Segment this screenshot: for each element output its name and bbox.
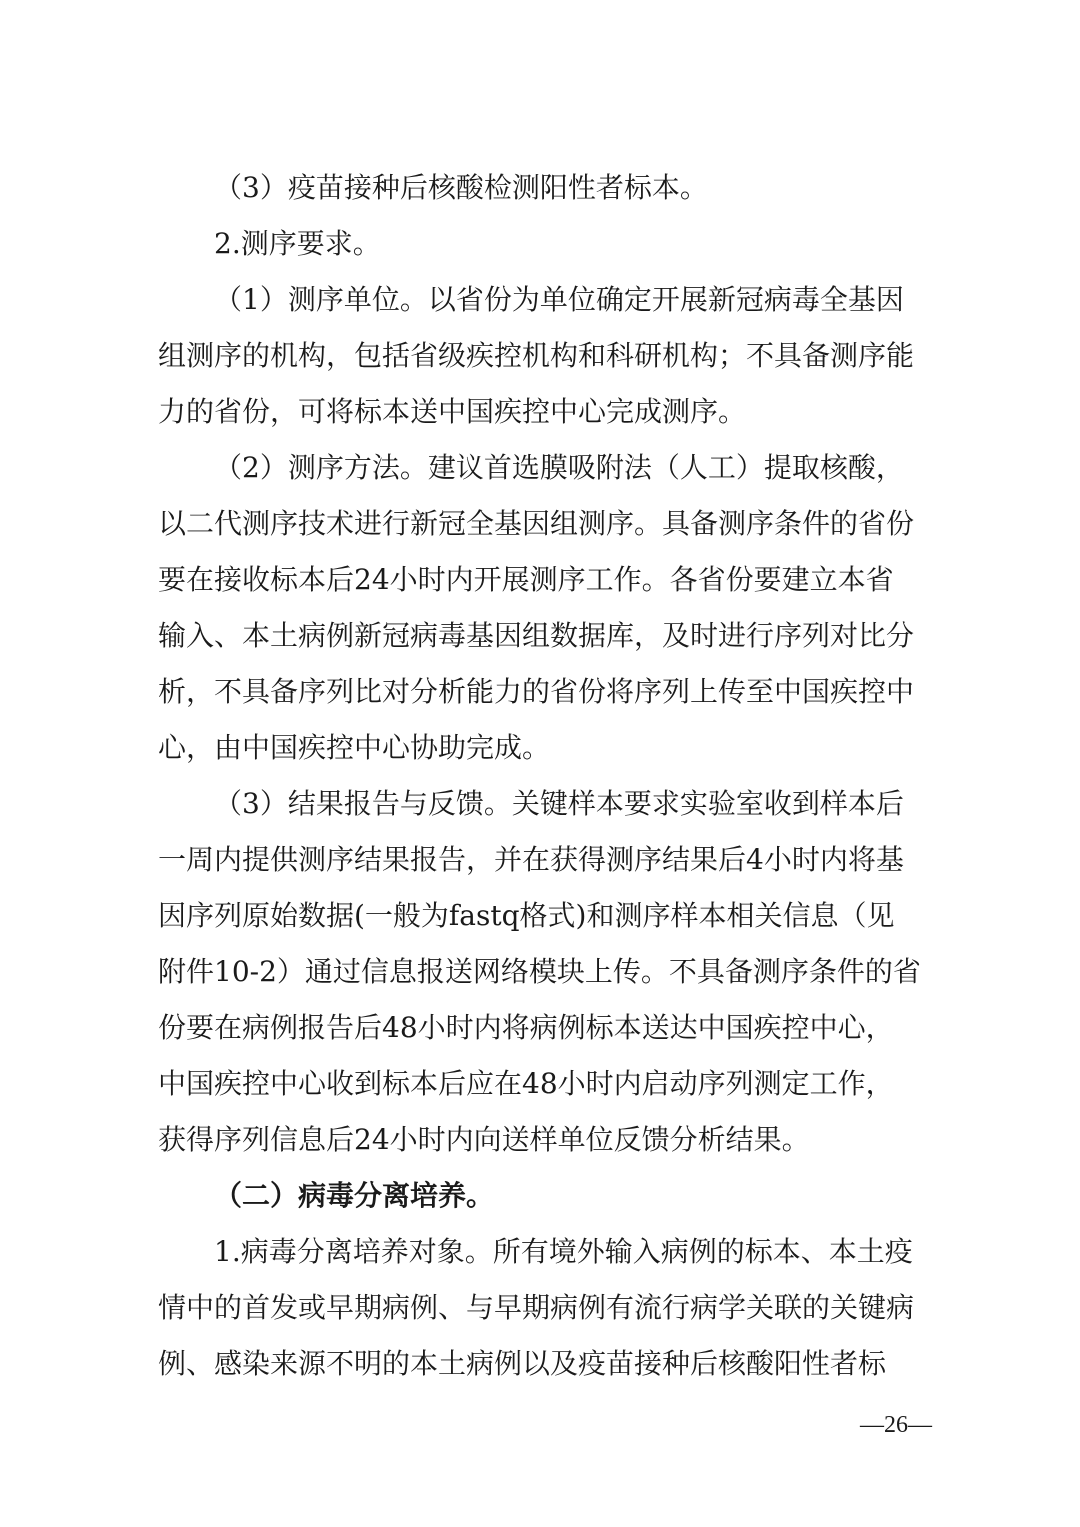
- text-line: 获得序列信息后24小时内向送样单位反馈分析结果。: [158, 1123, 810, 1156]
- text-line: 以二代测序技术进行新冠全基因组测序。具备测序条件的省份: [158, 507, 915, 540]
- text-line: （3）疫苗接种后核酸检测阳性者标本。: [214, 171, 708, 204]
- section-heading: （二）病毒分离培养。: [214, 1179, 495, 1212]
- text-line: 份要在病例报告后48小时内将病例标本送达中国疾控中心，: [158, 1011, 894, 1044]
- text-line: 情中的首发或早期病例、与早期病例有流行病学关联的关键病: [158, 1291, 915, 1324]
- section-heading: 2.测序要求。: [214, 227, 381, 260]
- text-line: （2）测序方法。建议首选膜吸附法（人工）提取核酸，: [214, 451, 904, 484]
- text-line: 析，不具备序列比对分析能力的省份将序列上传至中国疾控中: [158, 675, 915, 708]
- text-line: 例、感染来源不明的本土病例以及疫苗接种后核酸阳性者标: [158, 1347, 887, 1380]
- text-line: 力的省份，可将标本送中国疾控中心完成测序。: [158, 395, 747, 428]
- page-number: —26—: [860, 1412, 932, 1438]
- text-line: 一周内提供测序结果报告，并在获得测序结果后4小时内将基: [158, 843, 904, 876]
- text-line: 组测序的机构，包括省级疾控机构和科研机构；不具备测序能: [158, 339, 915, 372]
- text-line: （1）测序单位。以省份为单位确定开展新冠病毒全基因: [214, 283, 904, 316]
- text-line: 中国疾控中心收到标本后应在48小时内启动序列测定工作，: [158, 1067, 894, 1100]
- text-line: 因序列原始数据(一般为fastq格式)和测序样本相关信息（见: [158, 899, 895, 932]
- text-line: 1.病毒分离培养对象。所有境外输入病例的标本、本土疫: [214, 1235, 913, 1268]
- text-line: 要在接收标本后24小时内开展测序工作。各省份要建立本省: [158, 563, 894, 596]
- text-line: 输入、本土病例新冠病毒基因组数据库，及时进行序列对比分: [158, 619, 915, 652]
- text-line: 心，由中国疾控中心协助完成。: [158, 731, 551, 764]
- text-line: （3）结果报告与反馈。关键样本要求实验室收到样本后: [214, 787, 904, 820]
- text-line: 附件10-2）通过信息报送网络模块上传。不具备测序条件的省: [158, 955, 921, 988]
